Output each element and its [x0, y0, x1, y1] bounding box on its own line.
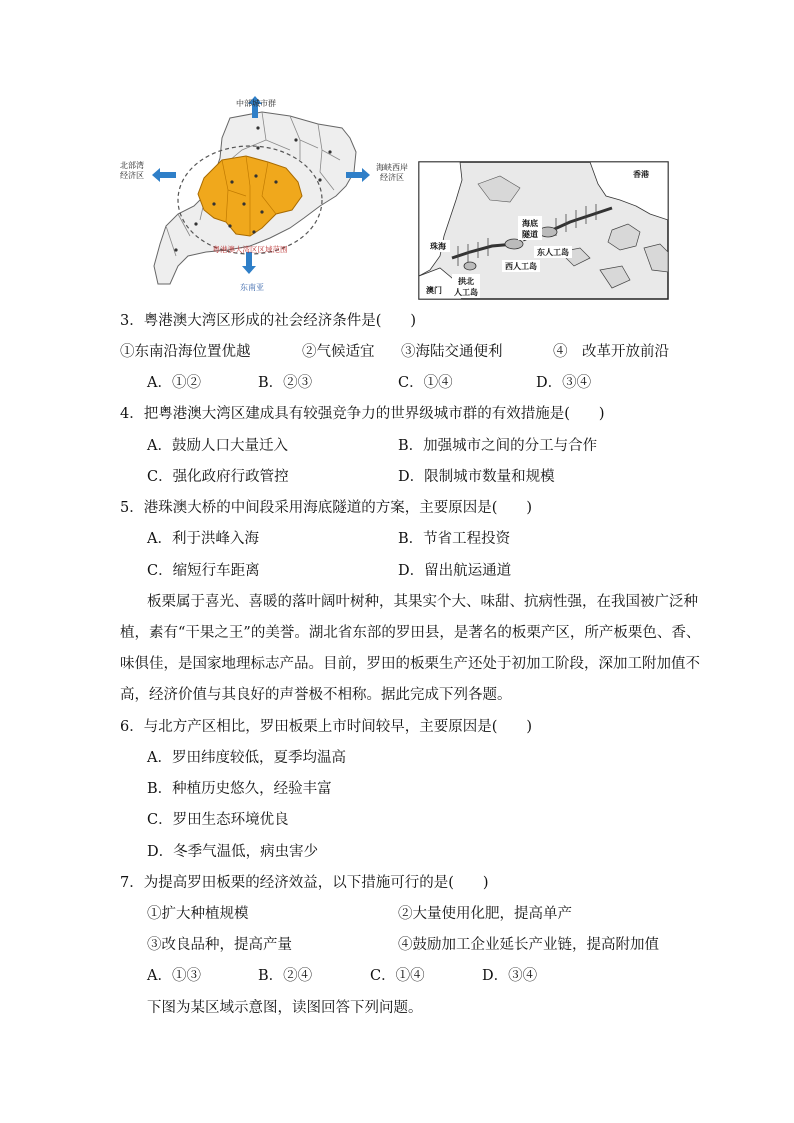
q4-stem: 4．把粤港澳大湾区建成具有较强竞争力的世界级城市群的有效措施是( ) [120, 406, 605, 422]
label-north: 中部城市群 [236, 99, 276, 108]
q3-item-3: ③海陆交通便利 [401, 344, 503, 360]
q5-option-d[interactable]: D．留出航运通道 [398, 563, 512, 579]
passage-line-1: 板栗属于喜光、喜暖的落叶阔叶树种，其果实个大、味甜、抗病性强，在我国被广泛种 [147, 594, 698, 610]
q5-option-c[interactable]: C．缩短行车距离 [147, 563, 260, 579]
q4-option-d[interactable]: D．限制城市数量和规模 [398, 469, 555, 485]
q7-option-c[interactable]: C．①④ [370, 968, 425, 984]
label-tunnel-1: 海底 [522, 219, 538, 228]
label-gongbei-2: 人工岛 [454, 288, 478, 297]
q4-option-b[interactable]: B．加强城市之间的分工与合作 [398, 438, 598, 454]
label-macau: 澳门 [426, 286, 442, 295]
passage-line-4: 高，经济价值与其良好的声誉极不相称。据此完成下列各题。 [120, 687, 512, 703]
q7-item-2: ②大量使用化肥，提高单产 [398, 906, 572, 922]
q6-option-a[interactable]: A．罗田纬度较低，夏季均温高 [147, 750, 346, 766]
q7-item-3: ③改良品种，提高产量 [147, 937, 292, 953]
label-south: 东南亚 [240, 283, 264, 292]
q5-stem: 5．港珠澳大桥的中间段采用海底隧道的方案，主要原因是( ) [120, 500, 533, 516]
q3-option-d[interactable]: D．③④ [536, 375, 592, 391]
q6-option-b[interactable]: B．种植历史悠久，经验丰富 [147, 781, 332, 797]
q3-option-a[interactable]: A．①② [147, 375, 201, 391]
label-east-1: 海峡西岸 [376, 163, 408, 172]
q7-stem: 7．为提高罗田板栗的经济效益，以下措施可行的是( ) [120, 875, 489, 891]
arrow-down-icon [242, 252, 256, 274]
q3-option-c[interactable]: C．①④ [398, 375, 453, 391]
q6-option-c[interactable]: C．罗田生态环境优良 [147, 812, 289, 828]
q6-option-d[interactable]: D．冬季气温低，病虫害少 [147, 844, 319, 860]
q3-item-1: ①东南沿海位置优越 [120, 344, 251, 360]
q7-option-b[interactable]: B．②④ [258, 968, 313, 984]
range-caption: 粤港澳大湾区区域范围 [212, 245, 288, 254]
bridge-map [419, 162, 668, 299]
q3-option-b[interactable]: B．②③ [258, 375, 313, 391]
label-zhuhai: 珠海 [430, 242, 446, 251]
q7-item-4: ④鼓励加工企业延长产业链，提高附加值 [398, 937, 659, 953]
q7-option-d[interactable]: D．③④ [482, 968, 538, 984]
label-tunnel-2: 隧道 [522, 230, 538, 239]
label-east-island: 东人工岛 [537, 248, 569, 257]
passage-line-2: 植，素有“干果之王”的美誉。湖北省东部的罗田县，是著名的板栗产区，所产板栗色、香、 [120, 625, 701, 641]
passage-line-3: 味俱佳，是国家地理标志产品。目前，罗田的板栗生产还处于初加工阶段，深加工附加值不 [120, 656, 700, 672]
q7-item-1: ①扩大种植规模 [147, 906, 249, 922]
q3-item-4: ④ 改革开放前沿 [553, 344, 669, 360]
bay-area-map [120, 96, 408, 292]
label-west-2: 经济区 [120, 171, 144, 180]
q4-option-c[interactable]: C．强化政府行政管控 [147, 469, 289, 485]
q5-option-a[interactable]: A．利于洪峰入海 [147, 531, 259, 547]
label-west-island: 西人工岛 [505, 262, 537, 271]
figures [0, 0, 794, 300]
arrow-left-icon [152, 168, 176, 182]
label-hongkong: 香港 [633, 170, 649, 179]
q7-option-a[interactable]: A．①③ [147, 968, 201, 984]
svg-text:北部湾经济区 [120, 160, 144, 180]
q3-stem: 3．粤港澳大湾区形成的社会经济条件是( ) [120, 313, 417, 329]
q3-item-2: ②气候适宜 [302, 344, 375, 360]
q5-option-b[interactable]: B．节省工程投资 [398, 531, 511, 547]
label-gongbei-1: 拱北 [458, 277, 474, 286]
svg-text:海峡西岸经济区 [376, 162, 408, 182]
closing-instruction: 下图为某区域示意图，读图回答下列问题。 [147, 1000, 423, 1016]
q6-stem: 6．与北方产区相比，罗田板栗上市时间较早，主要原因是( ) [120, 719, 533, 735]
q4-option-a[interactable]: A．鼓励人口大量迁入 [147, 438, 288, 454]
label-east-2: 经济区 [380, 173, 404, 182]
label-west-1: 北部湾 [120, 161, 144, 170]
